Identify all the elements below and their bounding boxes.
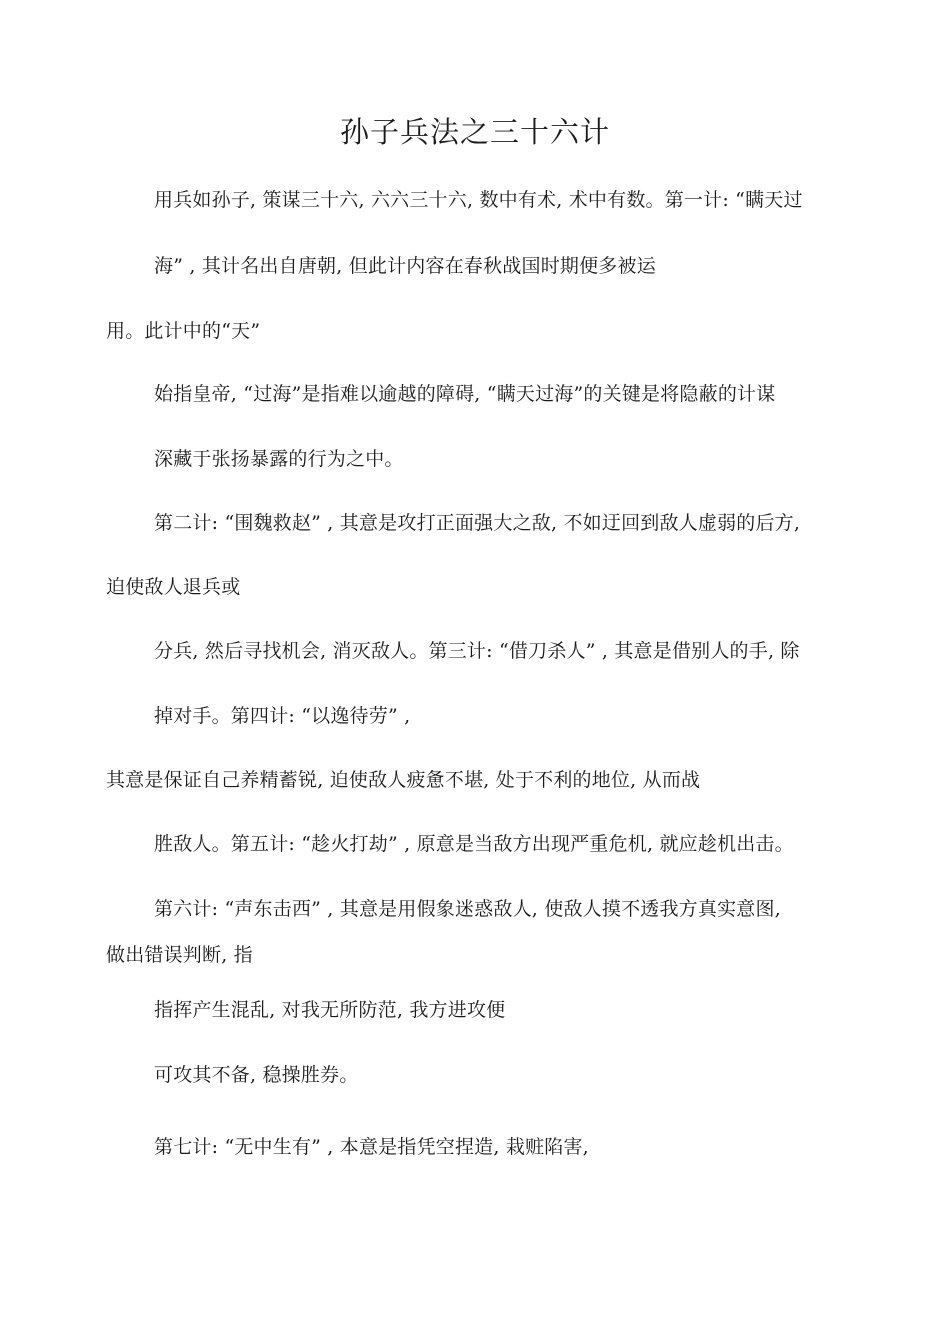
text-line: 可攻其不备, 稳操胜券。 — [154, 1064, 359, 1086]
text-line: 其意是保证自己养精蓄锐, 迫使敌人疲惫不堪, 处于不利的地位, 从而战 — [106, 769, 701, 791]
text-line: 掉对手。第四计: “以逸待劳” , — [154, 705, 411, 727]
text-line: 用。此计中的“天” — [106, 320, 261, 342]
text-line: 用兵如孙子, 策谋三十六, 六六三十六, 数中有术, 术中有数。第一计: “瞒天过 — [154, 189, 803, 211]
text-line: 胜敌人。第五计: “趁火打劫” , 原意是当敌方出现严重危机, 就应趁机出击。 — [154, 833, 794, 855]
text-line: 指挥产生混乱, 对我无所防范, 我方进攻便 — [154, 999, 506, 1021]
text-line: 第七计: “无中生有” , 本意是指凭空捏造, 栽赃陷害, — [154, 1136, 589, 1158]
text-line: 始指皇帝, “过海”是指难以逾越的障碍, “瞒天过海”的关键是将隐蔽的计谋 — [154, 383, 776, 405]
text-line: 深藏于张扬暴露的行为之中。 — [154, 448, 404, 470]
text-line: 海” , 其计名出自唐朝, 但此计内容在春秋战国时期便多被运 — [154, 255, 656, 277]
page-title: 孙子兵法之三十六计 — [339, 115, 610, 149]
text-line: 做出错误判断, 指 — [106, 944, 253, 966]
text-line: 分兵, 然后寻找机会, 消灭敌人。第三计: “借刀杀人” , 其意是借别人的手, 除 — [154, 640, 800, 662]
text-line: 迫使敌人退兵或 — [106, 576, 241, 598]
text-line: 第六计: “声东击西” , 其意是用假象迷惑敌人, 使敌人摸不透我方真实意图, — [154, 898, 781, 920]
text-line: 第二计: “围魏救赵” , 其意是攻打正面强大之敌, 不如迂回到敌人虚弱的后方, — [154, 512, 801, 534]
